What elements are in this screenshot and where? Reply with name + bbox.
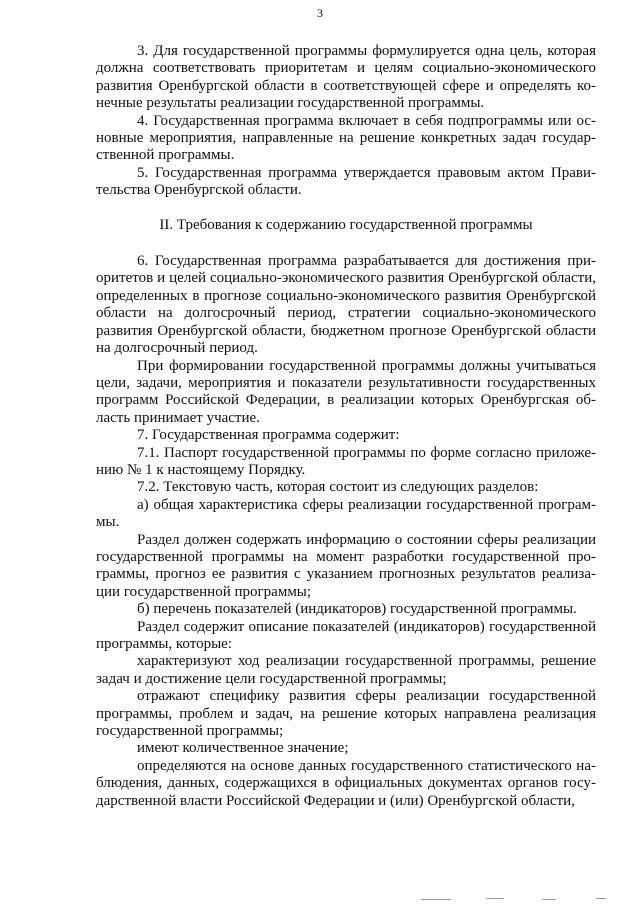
paragraph-indicator-criterion-3: имеют количественное значение;: [137, 740, 349, 757]
paragraph-item-4: 4. Государственная программа включает в себя подпрограммы или основные мероприятия, направленные на решение конкретных задач государственной программы.: [96, 112, 596, 164]
paragraph-item-3: 3. Для государственной программы формулируется одна цель, которая должна соответствовать приоритетам и целям социально-экономического развития Оренбургской области в соответствующей сфере и определять конечные результаты реализации государственной программы.: [96, 43, 596, 112]
paragraphs-before-heading: [96, 43, 596, 200]
scan-artifact: [542, 899, 556, 900]
paragraph-item-7-1: 7.1. Паспорт государственной программы по форме согласно приложению № 1 к настоящему Порядку.: [96, 444, 596, 478]
scan-artifact: [596, 898, 606, 899]
section-heading: II. Требования к содержанию государственной программы: [159, 216, 533, 233]
paragraph-item-7-2: 7.2. Текстовую часть, которая состоит из следующих разделов:: [137, 479, 539, 496]
paragraph-indicator-criterion-4: определяются на основе данных государственного статистического наблюдения, данных, содержащихся в официальных документах органов государственной власти Российской Федерации и (или) Оренбургской области,: [96, 757, 596, 809]
paragraph-subitem-b: б) перечень показателей (индикаторов) государственной программы.: [137, 601, 577, 618]
paragraph-subitem-a: а) общая характеристика сферы реализации государственной программы.: [96, 496, 596, 531]
paragraph-subitem-b-description: Раздел содержит описание показателей (индикаторов) государственной программы, которые:: [96, 618, 596, 652]
paragraph-forming-requirements: При формировании государственной программы должны учитываться цели, задачи, мероприятия и показатели результативности государственных программ Российской Федерации, в реализации которых Оренбургская область принимает участие.: [96, 357, 596, 426]
page-number: 3: [317, 6, 323, 20]
paragraphs-after-heading: [96, 253, 596, 810]
paragraph-indicator-criterion-2: отражают специфику развития сферы реализации государственной программы, проблем и задач, на решение которых направлена реализация государственной программы;: [96, 688, 596, 740]
document-body: [96, 43, 596, 810]
paragraph-indicator-criterion-1: характеризуют ход реализации государственной программы, решение задач и достижение цели государственной программы;: [96, 653, 596, 687]
paragraph-item-5: 5. Государственная программа утверждается правовым актом Правительства Оренбургской области.: [96, 164, 596, 199]
paragraph-item-7: 7. Государственная программа содержит:: [137, 427, 400, 444]
scan-artifact: [421, 899, 451, 900]
scan-artifact: [486, 898, 504, 899]
paragraph-item-6: 6. Государственная программа разрабатывается для достижения приоритетов и целей социально-экономического развития Оренбургской области, определенных в прогнозе социально-экономического развития Оренбургской области на долгосрочный период, стратегии социально-экономического развития Оренбургской области, бюджетном прогнозе Оренбургской области на долгосрочный период.: [96, 253, 596, 357]
paragraph-subitem-a-description: Раздел должен содержать информацию о состоянии сферы реализации государственной программы на момент разработки государственной программы, прогноз ее развития с указанием прогнозных результатов реализации государственной программы;: [96, 531, 596, 600]
